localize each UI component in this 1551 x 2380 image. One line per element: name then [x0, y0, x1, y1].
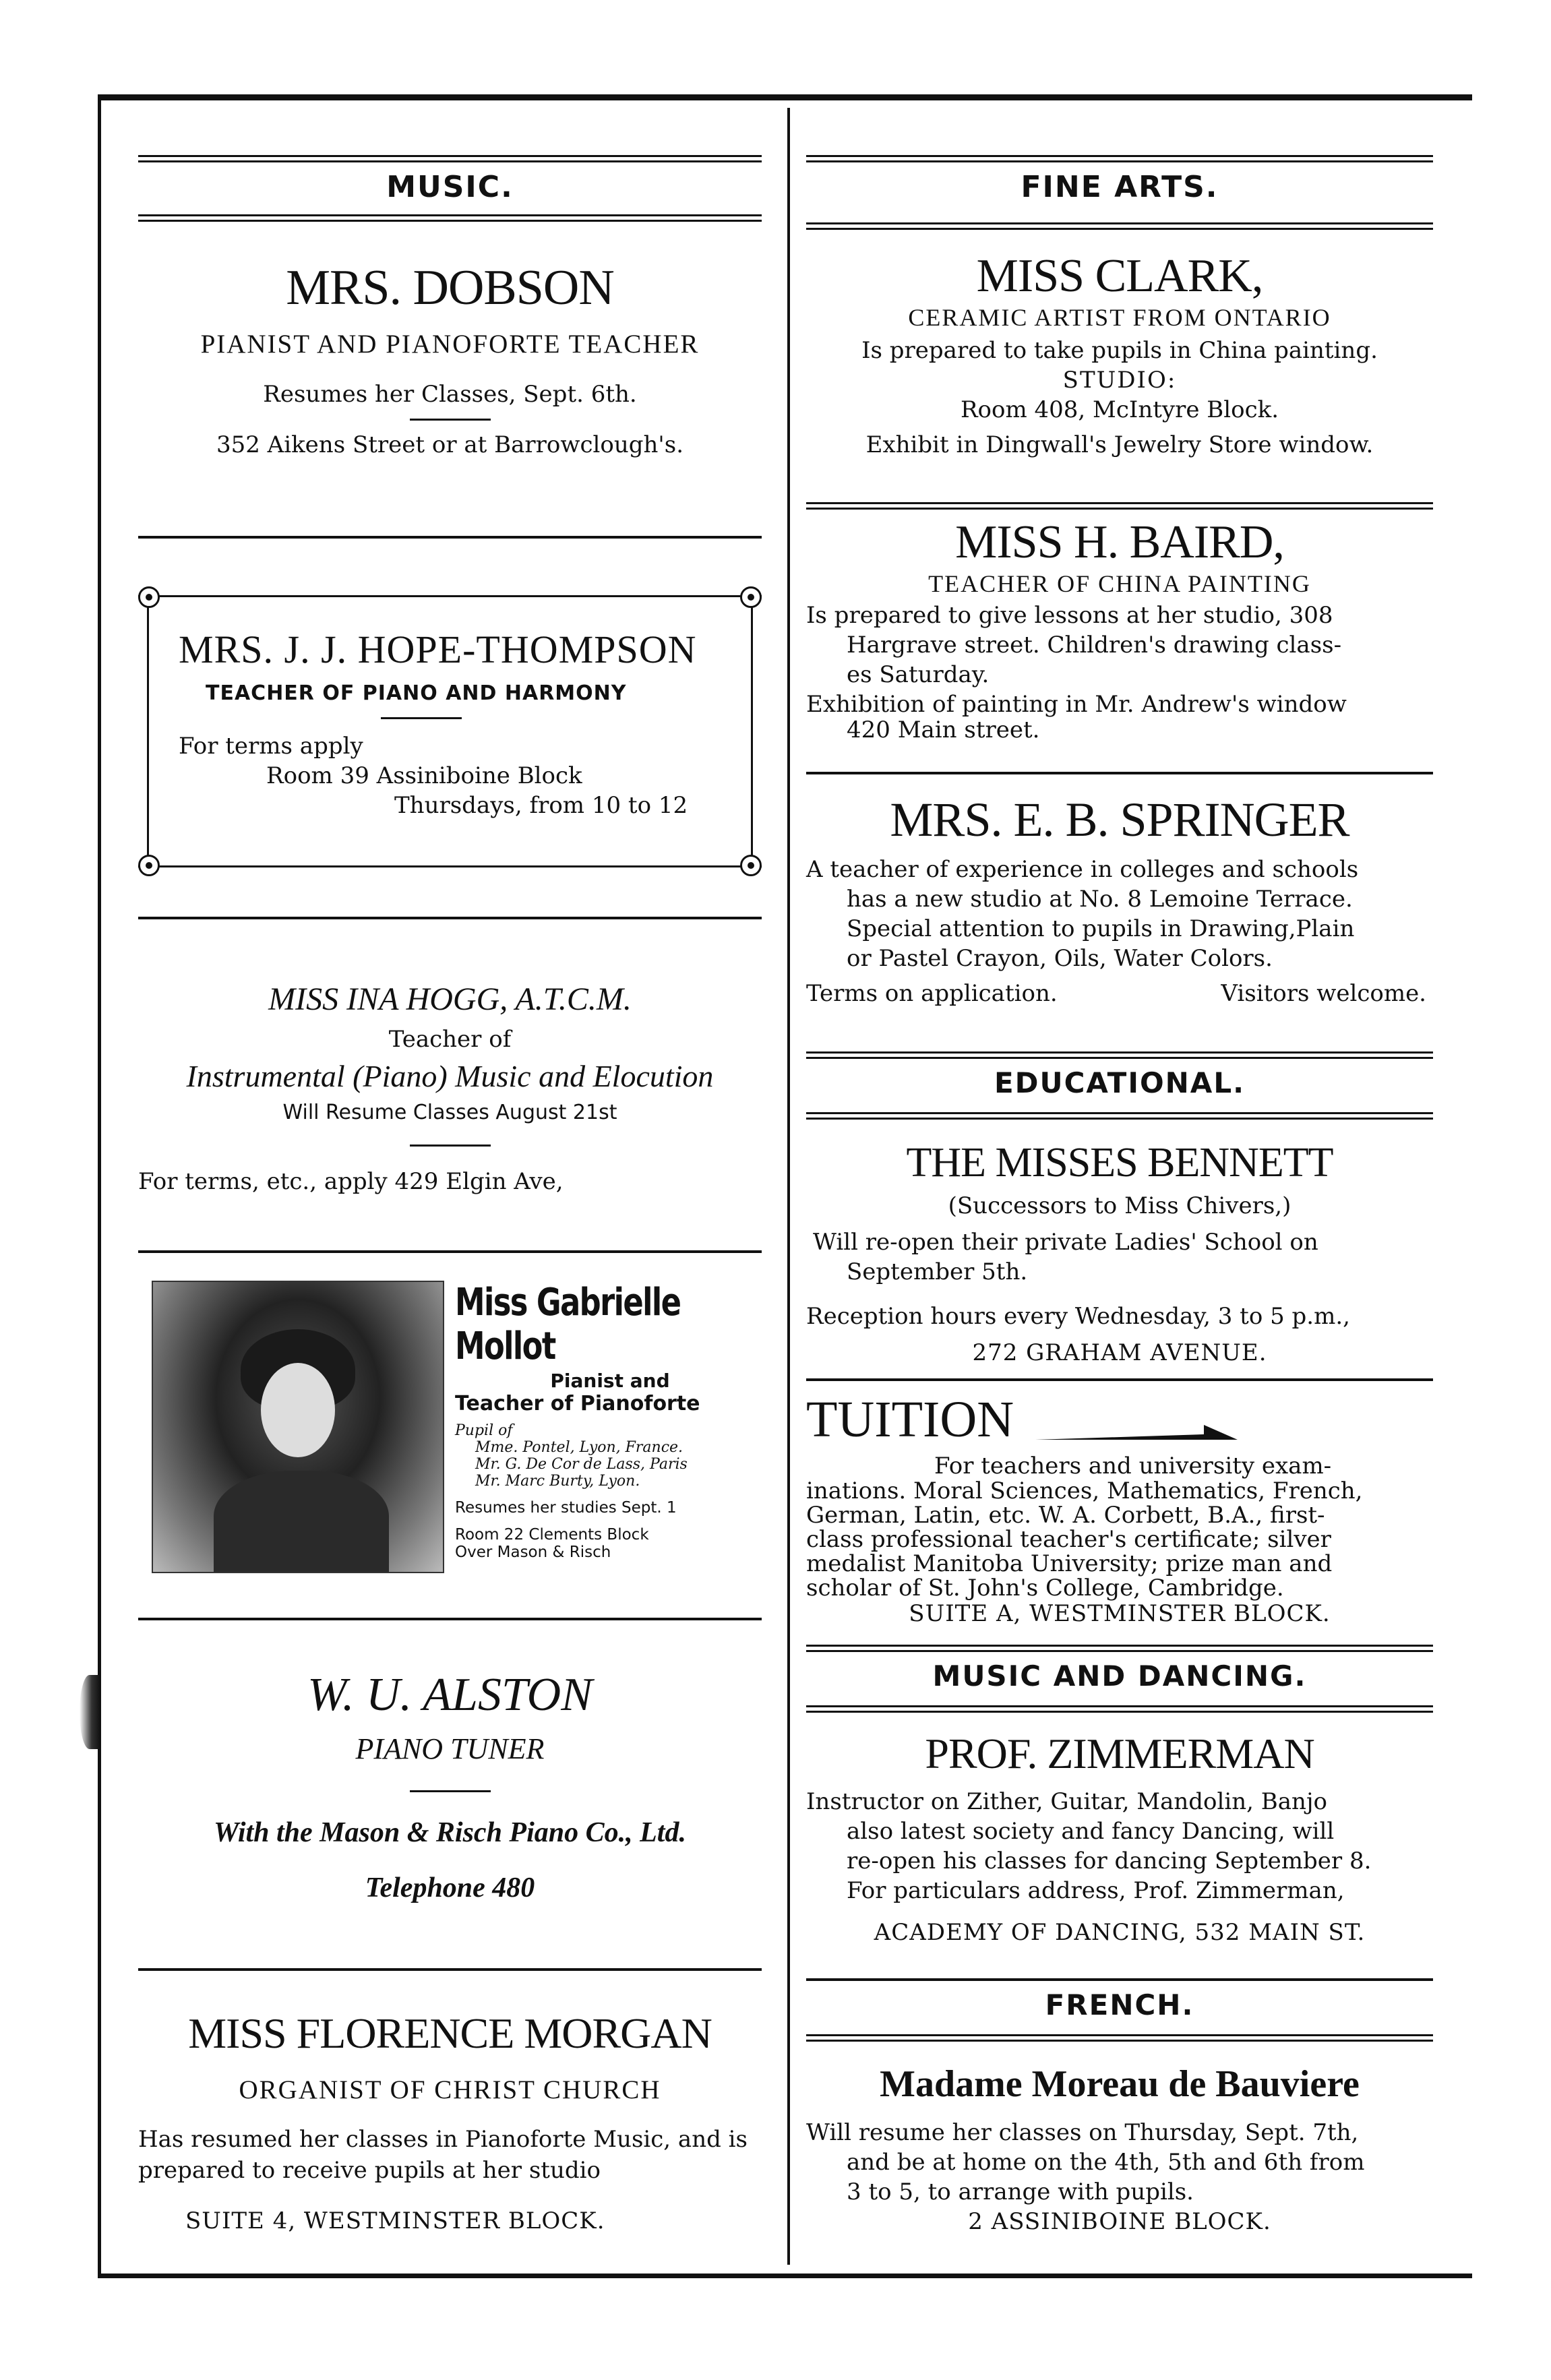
advertiser-name: Madame Moreau de Bauviere — [880, 2063, 1360, 2105]
pointing-arrow-icon — [1035, 1415, 1244, 1442]
box-top — [138, 595, 762, 597]
advertiser-name: MISS FLORENCE MORGAN — [188, 2009, 712, 2057]
ad-text: STUDIO: — [1062, 367, 1177, 394]
ad-springer — [806, 792, 1433, 1008]
ad-text: Visitors welcome. — [1221, 980, 1426, 1007]
box-bottom — [138, 865, 762, 867]
rule — [806, 1645, 1433, 1647]
ad-text: Mme. Pontel, Lyon, France. — [475, 1439, 683, 1456]
advertiser-name: MRS. DOBSON — [286, 260, 614, 315]
rule — [806, 1978, 1433, 1981]
rule — [138, 536, 762, 539]
rule — [806, 155, 1433, 157]
advertiser-title: Teacher of Pianoforte — [455, 1392, 700, 1415]
ad-dobson — [138, 260, 762, 460]
rule — [806, 2034, 1433, 2036]
ad-hope-thompson — [138, 586, 762, 876]
section-header-music-dancing: MUSIC AND DANCING. — [932, 1659, 1307, 1692]
ad-text: A teacher of experience in colleges and schools — [806, 856, 1359, 883]
ornament-icon — [740, 855, 762, 876]
ad-text: has a new studio at No. 8 Lemoine Terrace. — [847, 886, 1353, 913]
ad-mollot — [138, 1281, 762, 1577]
ad-text: Mr. G. De Cor de Lass, Paris — [475, 1456, 688, 1473]
left-column — [138, 135, 762, 2251]
ad-text: Special attention to pupils in Drawing,Plain — [847, 915, 1355, 942]
ad-clark — [806, 249, 1433, 460]
ad-text: Reception hours every Wednesday, 3 to 5 p.m., — [806, 1303, 1350, 1330]
ad-text: Resumes her Classes, Sept. 6th. — [263, 381, 637, 408]
right-column — [806, 135, 1433, 2251]
advertiser-name: PROF. ZIMMERMAN — [925, 1730, 1314, 1777]
rule — [806, 502, 1433, 504]
rule — [138, 917, 762, 919]
rule — [138, 1968, 762, 1971]
advertiser-title: TEACHER OF PIANO AND HARMONY — [206, 681, 627, 705]
ad-text: Exhibit in Dingwall's Jewelry Store window. — [865, 431, 1374, 458]
ad-text: Is prepared to take pupils in China painting. — [861, 337, 1378, 364]
advertiser-name: TUITION — [806, 1391, 1014, 1448]
ad-text: ACADEMY OF DANCING, 532 MAIN ST. — [874, 1919, 1366, 1946]
advertiser-title: PIANIST AND PIANOFORTE TEACHER — [200, 330, 700, 359]
advertiser-name: MISS CLARK, — [976, 250, 1263, 302]
ad-text: Telephone 480 — [365, 1872, 535, 1903]
box-right — [751, 595, 753, 867]
ad-text: For terms, etc., apply 429 Elgin Ave, — [138, 1168, 564, 1195]
rule — [806, 222, 1433, 224]
ad-text: 272 GRAHAM AVENUE. — [972, 1339, 1267, 1366]
ad-text: Instrumental (Piano) Music and Elocution — [186, 1059, 714, 1093]
ad-text: scholar of St. John's College, Cambridge. — [806, 1575, 1284, 1601]
ad-text: Room 408, McIntyre Block. — [960, 396, 1279, 423]
ad-baird — [806, 516, 1433, 741]
rule — [806, 1051, 1433, 1054]
rule — [138, 214, 762, 216]
advertiser-title: CERAMIC ARTIST FROM ONTARIO — [908, 304, 1331, 331]
ad-text: Terms on application. — [806, 980, 1058, 1007]
binding-mark — [80, 1675, 100, 1749]
advertiser-name: MRS. J. J. HOPE-THOMPSON — [179, 628, 697, 671]
rule — [138, 1250, 762, 1253]
ad-morgan — [138, 2009, 762, 2236]
ad-text: Instructor on Zither, Guitar, Mandolin, Banjo — [806, 1788, 1327, 1815]
ad-moreau — [806, 2063, 1433, 2236]
ad-text: Teacher of — [388, 1026, 512, 1053]
ad-text: Mr. Marc Burty, Lyon. — [475, 1473, 640, 1490]
rule — [806, 1705, 1433, 1707]
ad-text: SUITE A, WESTMINSTER BLOCK. — [909, 1600, 1331, 1627]
ornament-icon — [138, 855, 160, 876]
ad-text: re-open his classes for dancing September 8. — [847, 1848, 1372, 1874]
ornament-icon — [138, 586, 160, 608]
ad-tuition — [806, 1391, 1433, 1627]
ad-text: German, Latin, etc. W. A. Corbett, B.A., first- — [806, 1502, 1325, 1529]
section-header-fine-arts: FINE ARTS. — [1021, 170, 1219, 204]
ad-hogg — [138, 981, 762, 1196]
ad-alston — [138, 1668, 762, 1904]
box-left — [147, 595, 149, 867]
ad-text: inations. Moral Sciences, Mathematics, French, — [806, 1477, 1363, 1504]
ad-text: or Pastel Crayon, Oils, Water Colors. — [847, 945, 1273, 972]
ad-text: Room 39 Assiniboine Block — [266, 762, 582, 789]
advertiser-title: PIANO TUNER — [355, 1732, 545, 1765]
ad-text: With the Mason & Risch Piano Co., Ltd. — [214, 1817, 686, 1848]
ad-text: Will Resume Classes August 21st — [282, 1101, 617, 1124]
ad-text: Has resumed her classes in Pianoforte Music, and is prepared to receive pupils at her studio — [138, 2126, 748, 2184]
ad-text: 3 to 5, to arrange with pupils. — [847, 2178, 1194, 2205]
ornament-icon — [740, 586, 762, 608]
section-header-music: MUSIC. — [386, 170, 514, 204]
ad-text: Pupil of — [455, 1422, 513, 1439]
ad-zimmerman — [806, 1729, 1433, 1947]
advertiser-title: ORGANIST OF CHRIST CHURCH — [239, 2075, 661, 2104]
ad-text: For particulars address, Prof. Zimmerman, — [847, 1877, 1345, 1904]
rule — [138, 1618, 762, 1620]
advertiser-name: W. U. ALSTON — [307, 1669, 592, 1721]
advertiser-title: TEACHER OF CHINA PAINTING — [928, 570, 1311, 597]
ad-text: and be at home on the 4th, 5th and 6th from — [847, 2149, 1365, 2176]
short-rule — [410, 419, 491, 421]
ad-text: Resumes her studies Sept. 1 — [455, 1499, 677, 1517]
advertiser-title: Pianist and — [550, 1370, 670, 1392]
ad-bennett — [806, 1139, 1433, 1368]
rule — [806, 772, 1433, 774]
ad-text: SUITE 4, WESTMINSTER BLOCK. — [185, 2207, 605, 2234]
advertiser-name: MISS INA HOGG, A.T.C.M. — [268, 981, 632, 1017]
ad-text: medalist Manitoba University; prize man and — [806, 1550, 1333, 1577]
advertiser-name: MRS. E. B. SPRINGER — [890, 793, 1349, 847]
advertiser-name: Miss Gabrielle Mollot — [455, 1281, 681, 1368]
advertiser-name: THE MISSES BENNETT — [906, 1140, 1333, 1186]
column-divider — [787, 108, 790, 2265]
ad-text: also latest society and fancy Dancing, will — [847, 1818, 1335, 1845]
ad-text: For terms apply — [179, 733, 363, 760]
ad-text: Hargrave street. Children's drawing class- — [847, 632, 1342, 659]
section-header-educational: EDUCATIONAL. — [994, 1066, 1246, 1099]
ad-text: Over Mason & Risch — [455, 1544, 611, 1561]
short-rule — [381, 717, 462, 719]
short-rule — [410, 1790, 491, 1792]
rule — [806, 1112, 1433, 1114]
ad-text: For teachers and university exam- — [934, 1453, 1332, 1479]
ad-text: 352 Aikens Street or at Barrowclough's. — [216, 431, 684, 458]
ad-text: Room 22 Clements Block — [455, 1526, 649, 1544]
ad-text: 2 ASSINIBOINE BLOCK. — [968, 2208, 1271, 2235]
ad-text: 420 Main street. — [847, 716, 1040, 743]
ad-text: Will resume her classes on Thursday, Sept. 7th, — [806, 2119, 1359, 2146]
portrait-image — [152, 1281, 444, 1573]
ad-text: class professional teacher's certificate; silver — [806, 1526, 1331, 1553]
ad-text: Exhibition of painting in Mr. Andrew's window — [806, 691, 1347, 718]
ad-text: September 5th. — [847, 1258, 1028, 1285]
ad-text: Is prepared to give lessons at her studio, 308 — [806, 602, 1333, 629]
ad-text: es Saturday. — [847, 661, 990, 688]
section-header-french: FRENCH. — [1045, 1988, 1194, 2021]
short-rule — [410, 1145, 491, 1147]
ad-text: Will re-open their private Ladies' School on — [813, 1229, 1318, 1256]
ad-text: (Successors to Miss Chivers,) — [948, 1192, 1291, 1219]
rule — [138, 155, 762, 157]
ad-text: Thursdays, from 10 to 12 — [394, 792, 688, 819]
ad-text-row — [806, 979, 1433, 1008]
rule — [806, 1378, 1433, 1381]
advertiser-name: MISS H. BAIRD, — [955, 516, 1284, 568]
